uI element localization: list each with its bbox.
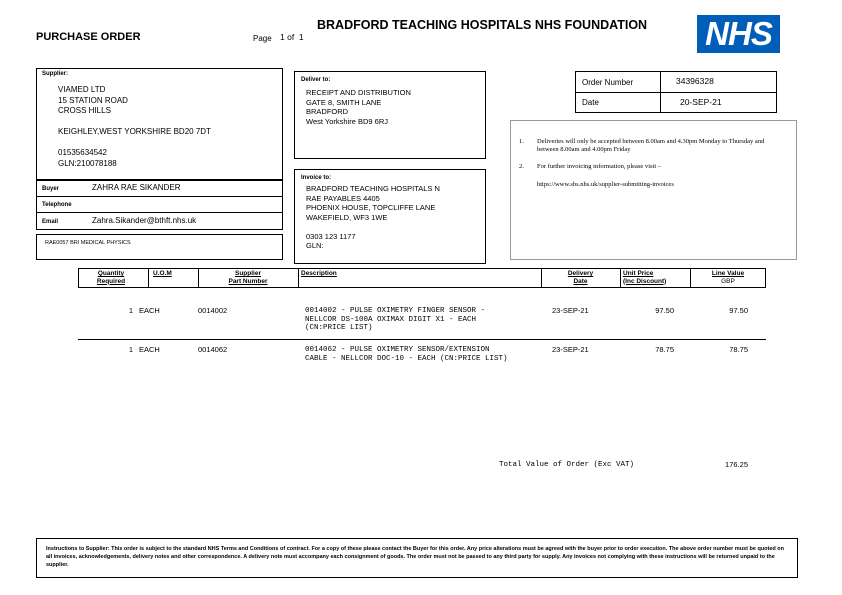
invoice-line: PHOENIX HOUSE, TOPCLIFFE LANE	[306, 203, 436, 212]
row-quantity: 1	[128, 345, 133, 354]
row-divider	[78, 339, 766, 340]
row-delivery-date: 23-SEP-21	[552, 306, 589, 315]
table-header	[78, 268, 766, 288]
supplier-line: VIAMED LTD	[58, 85, 106, 94]
deliver-to-box	[294, 71, 486, 159]
telephone-label: Telephone	[42, 202, 72, 208]
buyer-row	[36, 180, 283, 197]
email-value[interactable]: Zahra.Sikander@bthft.nhs.uk	[92, 216, 197, 225]
col-uom: U.O.M	[153, 270, 172, 277]
supplier-instructions: Instructions to Supplier: This order is subject to the standard NHS Terms and Conditions of contract. For a copy of these please contact the Buyer for this order. Any price alterations must be agreed with the buyer prior to order execution. The above order number must be quoted on all invoices, acknowledgements, delivery notes and other correspondence. A delivery note must accompany each consignment of goods. The order must not be passed to any third party for supply. Any invoices not complying with these instructions will be returned unpaid to the supplier.	[46, 546, 785, 568]
row-unit-price: 97.50	[655, 306, 674, 315]
note-text: For further invoicing information, please visit –	[537, 163, 662, 170]
order-info-box	[575, 71, 777, 113]
page-count: 1 of 1	[280, 32, 304, 42]
col-description: Description	[301, 270, 337, 277]
document-title: PURCHASE ORDER	[36, 31, 141, 43]
telephone-row	[36, 196, 283, 213]
row-uom: EACH	[139, 345, 160, 354]
supplier-line: 15 STATION ROAD	[58, 95, 128, 105]
row-line-value: 78.75	[729, 345, 748, 354]
row-part-number: 0014002	[198, 306, 228, 315]
email-label: Email	[42, 219, 59, 225]
order-number-value: 34396328	[676, 76, 714, 86]
total-value: 176.25	[725, 460, 748, 469]
invoice-to-box	[294, 169, 486, 264]
row-part-number: 0014062	[198, 345, 228, 354]
deliver-line: GATE 8, SMITH LANE	[306, 97, 382, 107]
row-delivery-date: 23-SEP-21	[552, 345, 589, 354]
department-code: RAE0057 BRI MEDICAL PHYSICS	[45, 240, 131, 246]
col-quantity: Quantity Required	[96, 270, 126, 285]
supplier-line: 01535634542	[58, 148, 107, 157]
total-label: Total Value of Order (Exc VAT)	[499, 461, 635, 469]
invoice-line: GLN:	[306, 241, 324, 250]
col-line-value: Line Value GBP	[711, 270, 745, 285]
invoice-to-address	[306, 184, 440, 251]
row-description: 0014002 - PULSE OXIMETRY FINGER SENSOR - NELLCOR DS-100A OXIMAX DIGIT X1 - EACH (CN:PRICE LIST)	[305, 307, 486, 332]
buyer-label: Buyer	[42, 186, 60, 192]
note-number: 1.	[519, 138, 524, 145]
deliver-line: RECEIPT AND DISTRIBUTION	[306, 88, 411, 97]
supplier-box	[36, 68, 283, 180]
buyer-name: ZAHRA RAE SIKANDER	[92, 183, 181, 192]
deliver-line: West Yorkshire BD9 6RJ	[306, 116, 388, 126]
row-uom: EACH	[139, 306, 160, 315]
organisation-name: BRADFORD TEACHING HOSPITALS NHS FOUNDATION	[317, 18, 648, 32]
email-row	[36, 212, 283, 230]
supplier-address	[58, 85, 211, 169]
col-unit-price: Unit Price (Inc Discount)	[623, 270, 667, 285]
invoice-to-label: Invoice to:	[301, 175, 332, 181]
table-row	[78, 345, 766, 367]
invoice-info-link[interactable]: https://www.sbs.nhs.uk/supplier-submitting-invoices	[537, 181, 674, 188]
supplier-line: CROSS HILLS	[58, 106, 111, 115]
invoice-line: RAE PAYABLES 4405	[306, 193, 380, 203]
note-number: 2.	[519, 163, 524, 170]
invoice-line: WAKEFIELD, WF3 1WE	[306, 212, 388, 222]
deliver-to-address	[306, 88, 411, 126]
deliver-line: BRADFORD	[306, 107, 349, 116]
supplier-line: GLN:210078188	[58, 158, 117, 168]
col-supplier-part: Supplier Part Number	[228, 270, 268, 285]
note-text: Deliveries will only be accepted between 8.00am and 4.30pm Monday to Thursday and between 8.00am and 4.00pm Friday	[537, 138, 765, 153]
supplier-instructions-box	[36, 538, 798, 578]
page-label: Page	[253, 34, 272, 43]
row-quantity: 1	[128, 306, 133, 315]
invoice-line: BRADFORD TEACHING HOSPITALS N	[306, 184, 440, 193]
supplier-line: KEIGHLEY,WEST YORKSHIRE BD20 7DT	[58, 127, 211, 136]
order-number-label: Order Number	[582, 78, 634, 87]
delivery-notes-box	[510, 120, 797, 260]
table-row	[78, 306, 766, 336]
invoice-line: 0303 123 1177	[306, 231, 356, 241]
row-unit-price: 78.75	[655, 345, 674, 354]
supplier-label: Supplier:	[42, 71, 69, 77]
nhs-logo	[697, 15, 780, 53]
order-date-value: 20-SEP-21	[680, 97, 722, 107]
row-description: 0014062 - PULSE OXIMETRY SENSOR/EXTENSION CABLE - NELLCOR DOC-10 - EACH (CN:PRICE LIST)	[305, 346, 508, 363]
order-date-label: Date	[582, 98, 599, 107]
nhs-logo-text: NHS	[705, 15, 772, 52]
deliver-to-label: Deliver to:	[301, 77, 331, 83]
row-line-value: 97.50	[729, 306, 748, 315]
department-box	[36, 234, 283, 260]
col-delivery-date: Delivery Date	[567, 270, 594, 285]
